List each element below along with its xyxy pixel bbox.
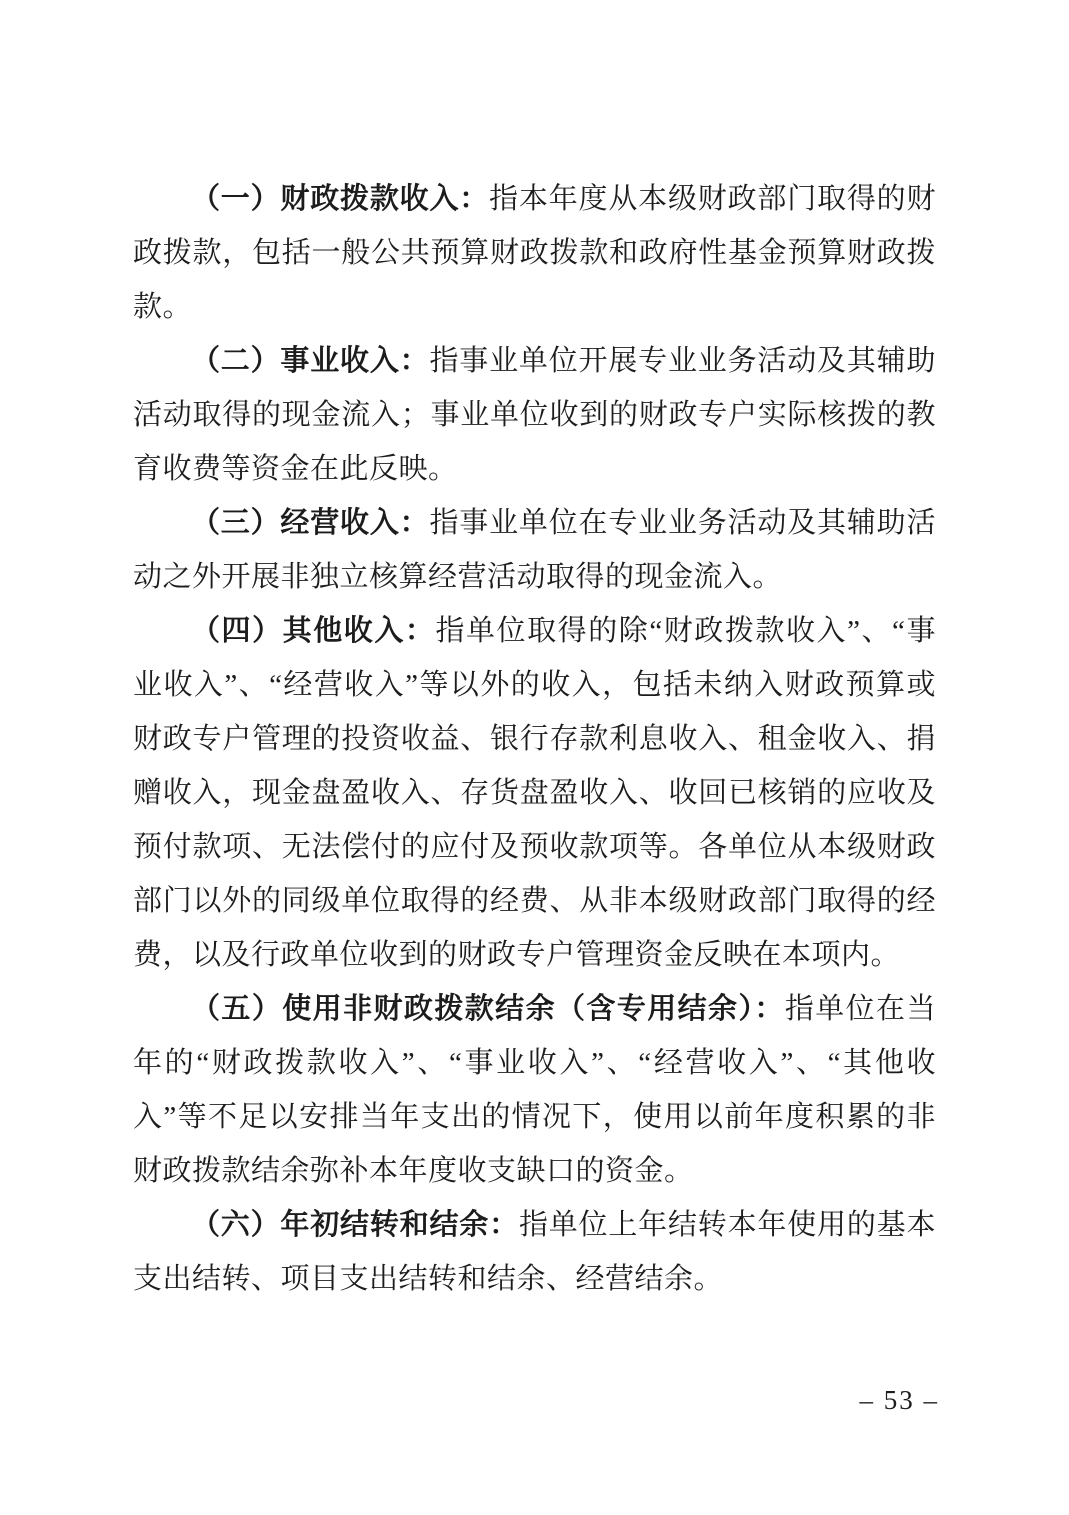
document-body bbox=[133, 172, 936, 1306]
paragraph bbox=[133, 172, 936, 334]
paragraph-heading: （二）事业收入： bbox=[191, 345, 430, 377]
paragraph-body: 指单位在当年的“财政拨款收入”、“事业收入”、“经营收入”、“其他收入”等不足以安排当年支出的情况下，使用以前年度积累的非财政拨款结余弥补本年度收支缺口的资金。 bbox=[133, 993, 936, 1187]
paragraph-body: 指事业单位在专业业务活动及其辅助活动之外开展非独立核算经营活动取得的现金流入。 bbox=[133, 507, 936, 593]
paragraph-heading: （一）财政拨款收入： bbox=[191, 183, 490, 215]
paragraph bbox=[133, 604, 936, 982]
paragraph bbox=[133, 982, 936, 1198]
paragraph-body: 指事业单位开展专业业务活动及其辅助活动取得的现金流入；事业单位收到的财政专户实际核拨的教育收费等资金在此反映。 bbox=[133, 345, 936, 485]
paragraph bbox=[133, 496, 936, 604]
paragraph-body: 指单位取得的除“财政拨款收入”、“事业收入”、“经营收入”等以外的收入，包括未纳入财政预算或财政专户管理的投资收益、银行存款利息收入、租金收入、捐赠收入，现金盘盈收入、存货盘盈收入、收回已核销的应收及预付款项、无法偿付的应付及预收款项等。各单位从本级财政部门以外的同级单位取得的经费、从非本级财政部门取得的经费，以及行政单位收到的财政专户管理资金反映在本项内。 bbox=[133, 615, 936, 971]
paragraph-body: 指单位上年结转本年使用的基本支出结转、项目支出结转和结余、经营结余。 bbox=[133, 1209, 936, 1295]
paragraph-heading: （五）使用非财政拨款结余（含专用结余）： bbox=[191, 993, 785, 1025]
paragraph-body: 指本年度从本级财政部门取得的财政拨款，包括一般公共预算财政拨款和政府性基金预算财政拨款。 bbox=[133, 183, 936, 323]
page-number: – 53 – bbox=[859, 1385, 939, 1415]
paragraph bbox=[133, 1198, 936, 1306]
paragraph-heading: （六）年初结转和结余： bbox=[191, 1209, 519, 1241]
paragraph-heading: （四）其他收入： bbox=[191, 615, 436, 647]
paragraph-heading: （三）经营收入： bbox=[191, 507, 430, 539]
paragraph bbox=[133, 334, 936, 496]
